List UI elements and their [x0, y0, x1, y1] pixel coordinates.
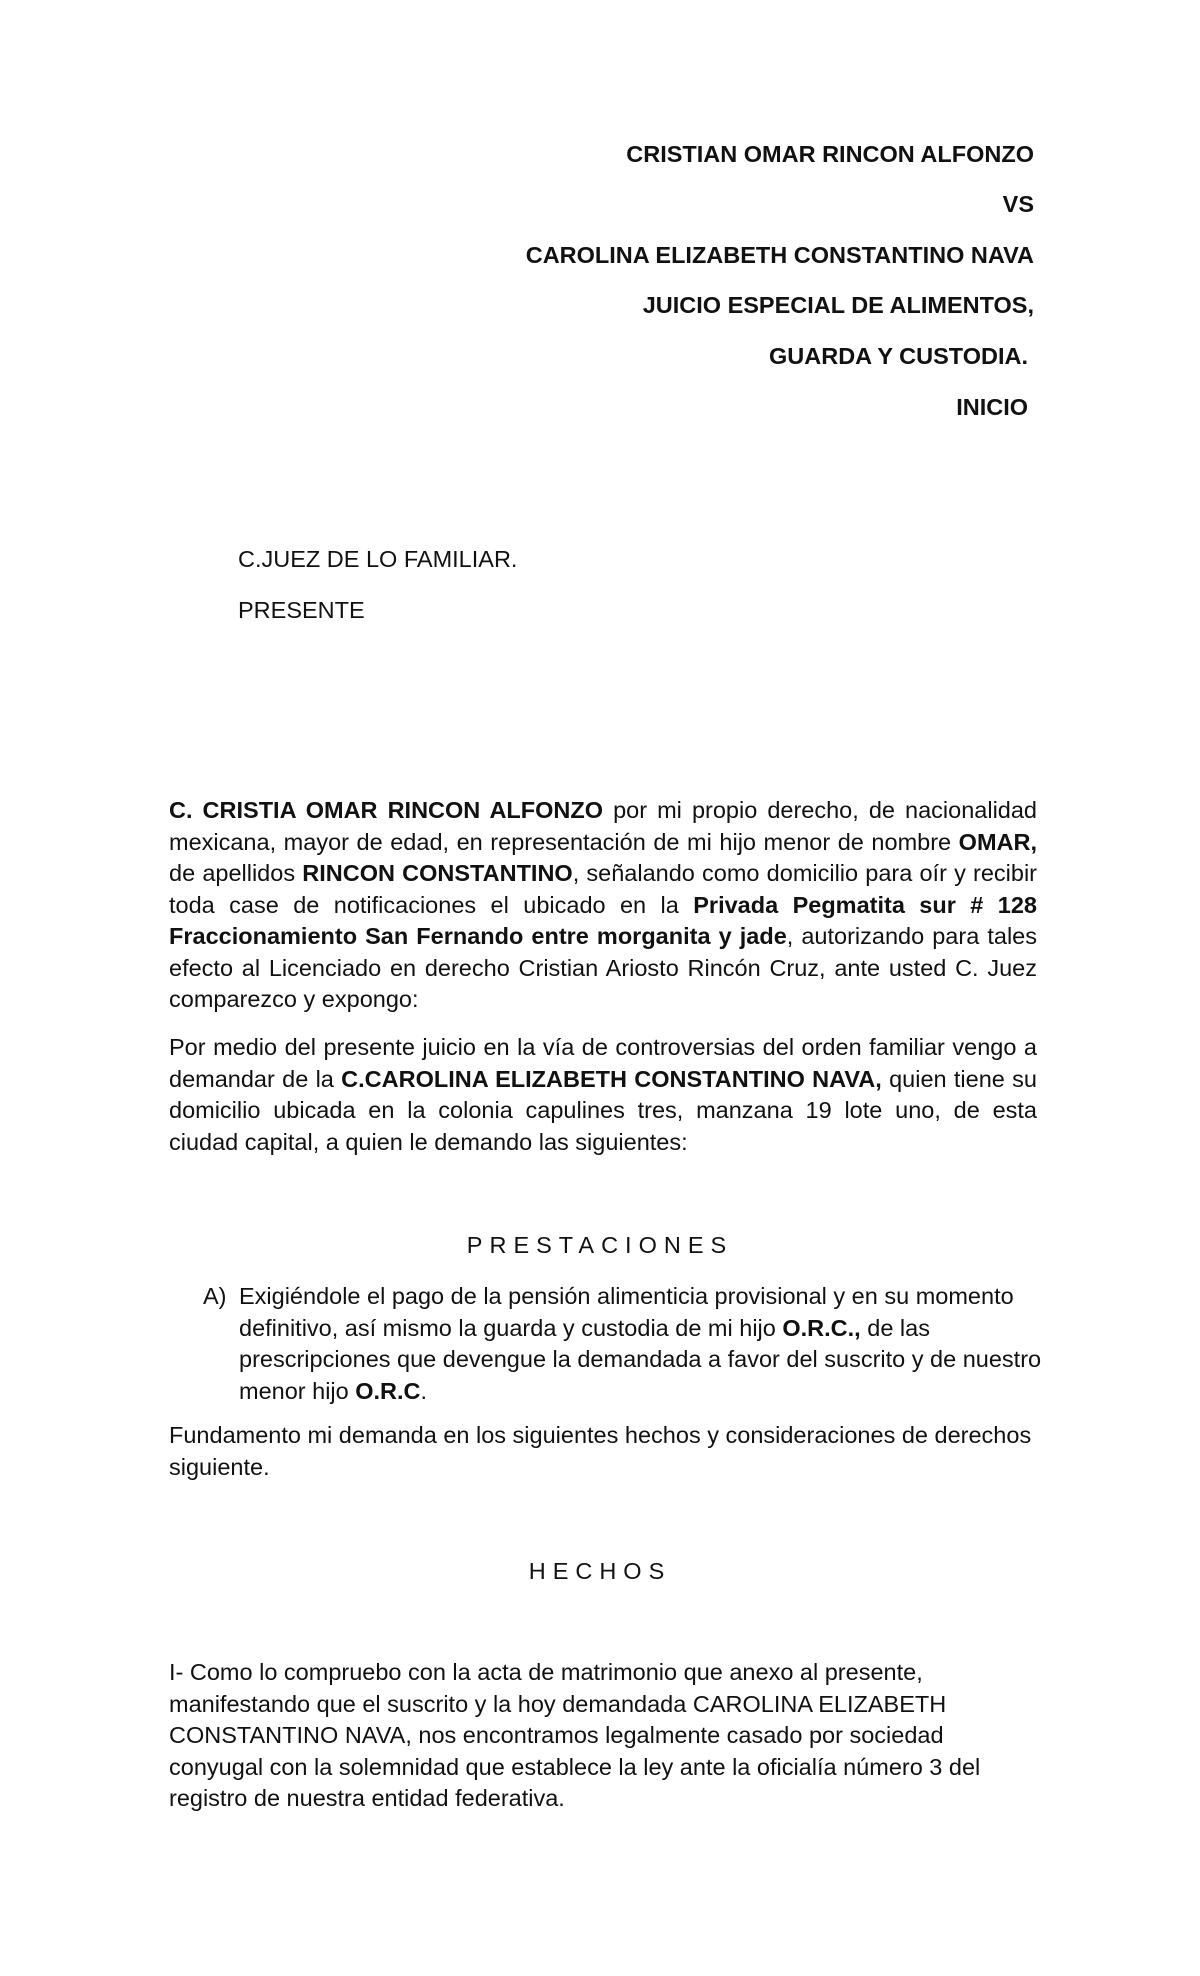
hechos-heading: HECHOS [528, 1558, 672, 1584]
trial-type-continued: GUARDA Y CUSTODIA. [769, 343, 1028, 369]
demand-paragraph: Por medio del presente juicio en la vía de controversias del orden familiar vengo a demandar de la C.CAROLINA ELIZABETH CONSTANTINO NAVA, quien tiene su domicilio ubicada en la colonia capulines tres, manzana 19 lote uno, de esta ciudad capital, a quien le demando las siguientes: [169, 1034, 1037, 1155]
intro-paragraph: C. CRISTIA OMAR RINCON ALFONZO por mi propio derecho, de nacionalidad mexicana, mayor de edad, en representación de mi hijo menor de nombre OMAR, de apellidos RINCON CONSTANTINO, señalando como domicilio para oír y recibir toda case de notificaciones el ubicado en la Privada Pegmatita sur # 128 Fraccionamiento San Fernando entre morganita y jade, autorizando para tales efecto al Licenciado en derecho Cristian Ariosto Rincón Cruz, ante usted C. Juez comparezco y expongo: [169, 797, 1037, 1012]
versus: VS [1002, 191, 1034, 217]
child-surnames: RINCON CONSTANTINO [302, 860, 573, 886]
plaintiff-bold: C. CRISTIA OMAR RINCON ALFONZO [169, 797, 604, 823]
plaintiff-name: CRISTIAN OMAR RINCON ALFONZO [626, 141, 1034, 167]
addressee-judge: C.JUEZ DE LO FAMILIAR. [238, 546, 518, 572]
address-bold: Privada Pegmatita sur # 128 Fraccionamiento San Fernando entre morganita y jade [169, 891, 1037, 949]
prestacion-item-a: A) Exigiéndole el pago de la pensión alimenticia provisional y en su momento definitivo, así mismo la guarda y custodia de mi hijo O.R.C., de las prescripciones que devengue la demandada a favor del suscrito y de nuestro menor hijo O.R.C. [203, 1283, 1042, 1404]
item-label: A) [203, 1283, 227, 1309]
defendant-bold: C.CAROLINA ELIZABETH CONSTANTINO NAVA, [341, 1065, 882, 1092]
child-name: OMAR, [958, 828, 1037, 855]
addressee-present: PRESENTE [238, 597, 365, 623]
stage: INICIO [956, 394, 1028, 420]
prestaciones-heading: PRESTACIONES [466, 1232, 734, 1258]
hecho-item-1: I- Como lo compruebo con la acta de matrimonio que anexo al presente, manifestando que el suscrito y la hoy demandada CAROLINA ELIZABETH CONSTANTINO NAVA, nos encontramos legalmente casado por sociedad conyugal con la solemnidad que establece la ley ante la oficialía número 3 del registro de nuestra entidad federativa. [169, 1659, 981, 1811]
fundamento-paragraph: Fundamento mi demanda en los siguientes hechos y consideraciones de derechos siguiente. [169, 1422, 1032, 1480]
trial-type: JUICIO ESPECIAL DE ALIMENTOS, [642, 292, 1034, 318]
defendant-name: CAROLINA ELIZABETH CONSTANTINO NAVA [525, 242, 1034, 268]
